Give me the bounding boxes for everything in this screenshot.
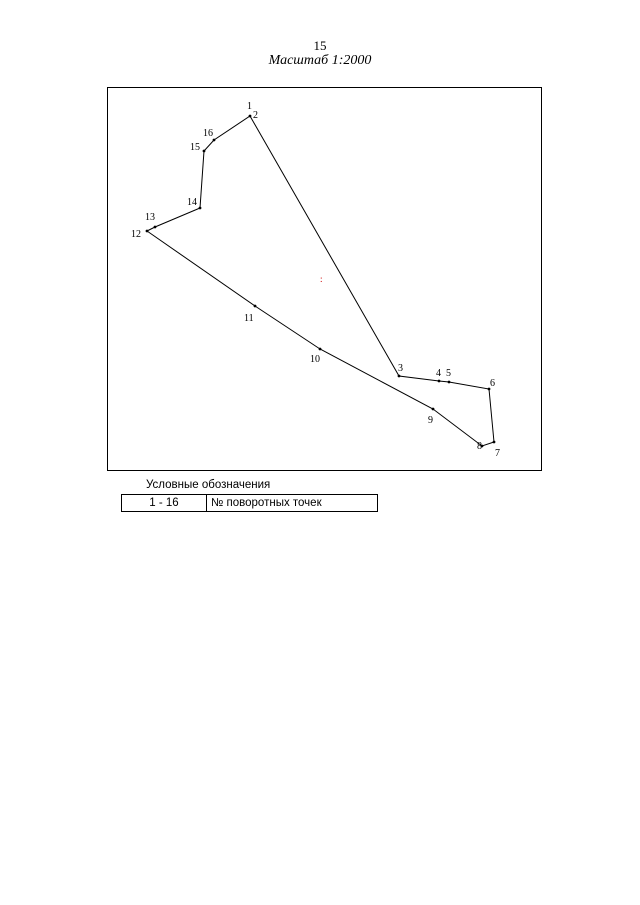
legend-description: № поворотных точек (207, 495, 378, 512)
point-dot-14 (199, 207, 202, 210)
point-dot-13 (154, 226, 157, 229)
point-label-7: 7 (495, 448, 500, 459)
legend-title: Условные обозначения (146, 479, 271, 491)
point-label-11: 11 (244, 313, 254, 324)
point-dot-3 (398, 375, 401, 378)
point-label-14: 14 (187, 197, 197, 208)
point-dot-5 (448, 381, 451, 384)
point-label-1: 1 (247, 101, 252, 112)
point-dot-16 (213, 139, 216, 142)
point-label-9: 9 (428, 415, 433, 426)
point-dot-10 (319, 348, 322, 351)
point-label-13: 13 (145, 212, 155, 223)
point-label-12: 12 (131, 229, 141, 240)
point-dot-15 (203, 150, 206, 153)
point-dot-7 (493, 441, 496, 444)
point-label-6: 6 (490, 378, 495, 389)
point-dot-9 (432, 408, 435, 411)
legend-row (122, 495, 378, 512)
legend-table (121, 494, 378, 512)
point-label-8: 8 (477, 441, 482, 452)
point-label-10: 10 (310, 354, 320, 365)
point-label-16: 16 (203, 128, 213, 139)
red-marker: : (320, 274, 323, 284)
page-number: 15 (313, 38, 327, 53)
point-label-15: 15 (190, 142, 200, 153)
point-dot-11 (254, 305, 257, 308)
point-label-3: 3 (398, 363, 403, 374)
point-dot-4 (438, 380, 441, 383)
legend-symbol: 1 - 16 (122, 495, 207, 512)
point-dot-2 (249, 115, 252, 118)
point-label-2: 2 (253, 110, 258, 121)
point-label-4: 4 (436, 368, 441, 379)
point-label-5: 5 (446, 368, 451, 379)
scale-title: Масштаб 1:2000 (268, 53, 372, 68)
point-dot-12 (146, 230, 149, 233)
